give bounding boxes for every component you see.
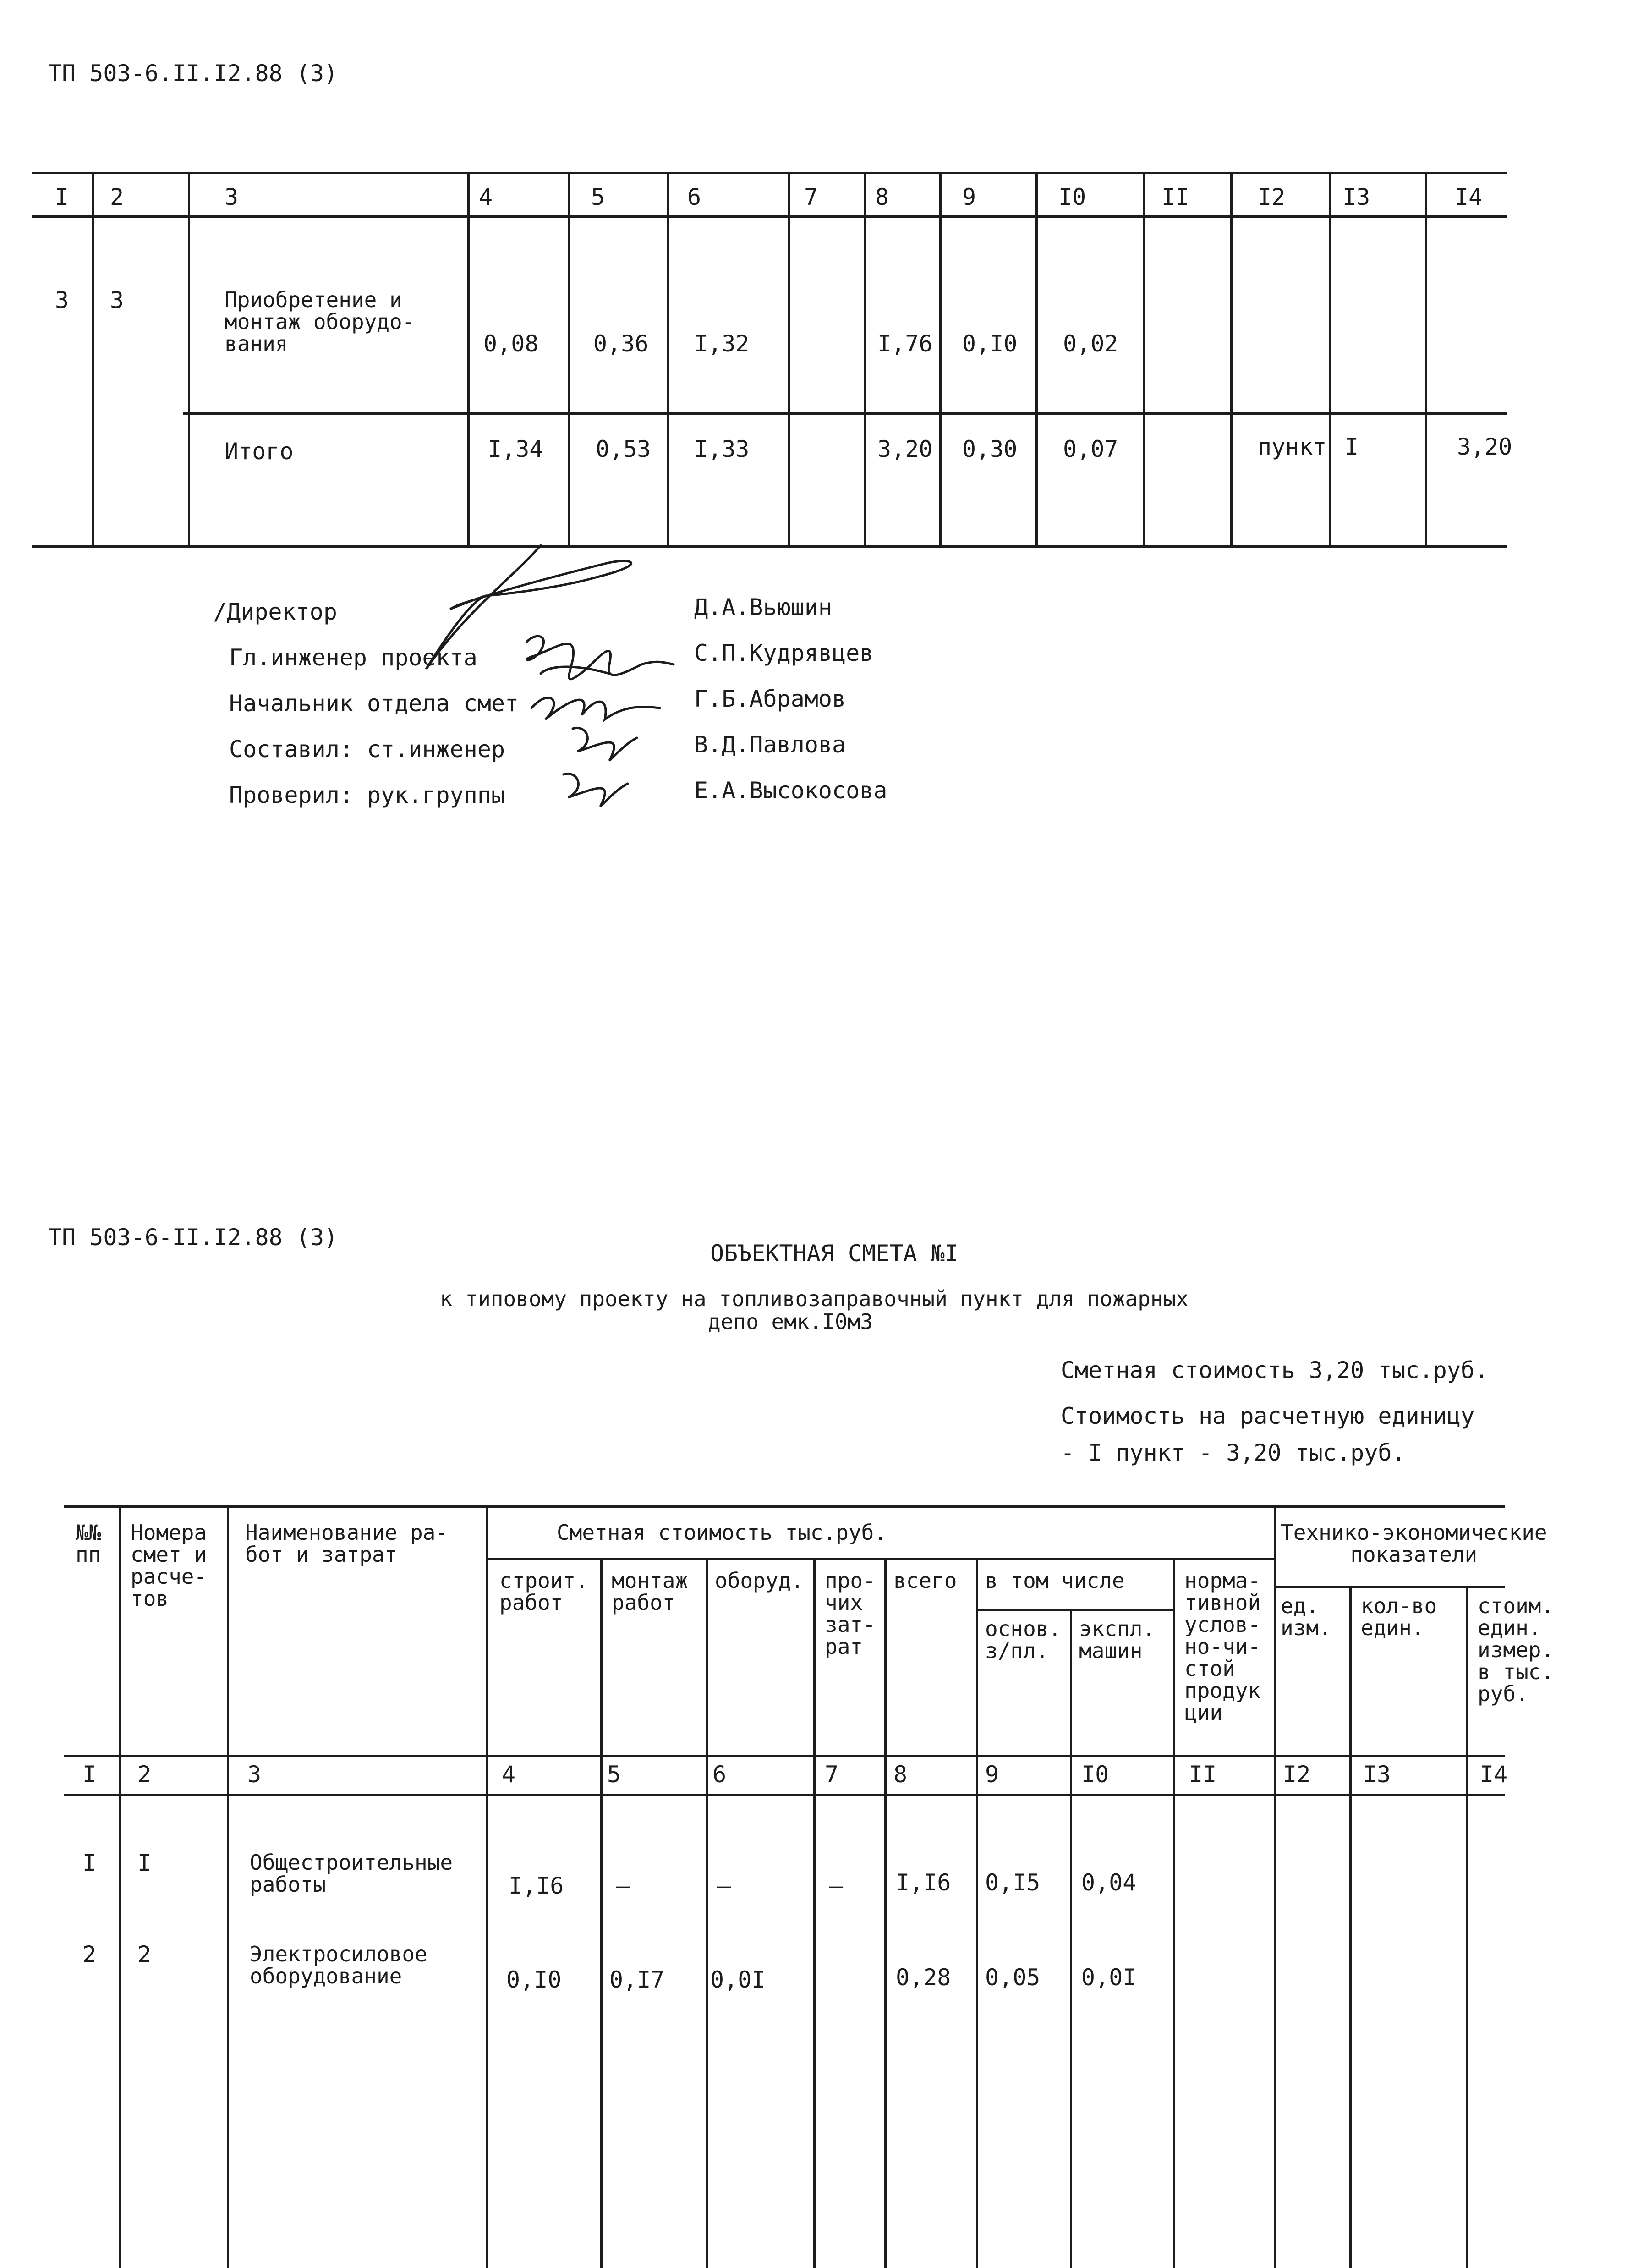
col-num-11: II [1189,1761,1217,1788]
cell-total: I,76 [877,330,933,357]
cell-construction: I,34 [488,436,543,462]
cell-machine-ops: 0,04 [1081,1869,1137,1896]
col-num-5: 5 [607,1761,621,1788]
cost-per-unit-value: - I пункт - 3,20 тыс.руб. [1061,1439,1406,1466]
col-num-3: 3 [247,1761,262,1788]
signature-role: /Директор [213,599,337,625]
col-num-14: I4 [1480,1761,1508,1788]
cell-unit: пункт [1258,434,1327,460]
cell-unit-cost: 3,20 [1457,434,1512,460]
header-num: №№ пп [76,1520,101,1567]
document-title: ОБЪЕКТНАЯ СМЕТА №I [710,1240,959,1267]
handwritten-signatures [0,0,1638,871]
col-num-9: 9 [985,1761,999,1788]
signature-name: Г.Б.Абрамов [694,686,846,712]
signature-name: Д.А.Вьюшин [694,594,833,621]
cell-total-label: Итого [225,438,294,465]
header-quantity: кол-во един. [1361,1593,1437,1640]
col-num-7: 7 [804,184,818,210]
col-num-2: 2 [110,184,124,210]
col-num-4: 4 [502,1761,516,1788]
col-num-7: 7 [825,1761,839,1788]
cell-num: 2 [82,1941,97,1968]
cell-equipment: 0,0I [710,1966,766,1993]
cell-work-name: Электросиловое оборудование [250,1942,427,1988]
cell-num: I [82,1850,97,1876]
cell-work-name: Общестроительные работы [250,1850,453,1897]
col-num-10: I0 [1081,1761,1109,1788]
cell-basic-wages: 0,30 [962,436,1018,462]
cell-other: – [829,1873,844,1899]
col-num-3: 3 [225,184,239,210]
col-num-12: I2 [1258,184,1286,210]
cell-construction: 0,I0 [506,1966,562,1993]
estimated-cost-total: Сметная стоимость 3,20 тыс.руб. [1061,1357,1489,1384]
doc-code: ТП 503-6-II.I2.88 (3) [48,1224,338,1251]
col-num-13: I3 [1363,1761,1391,1788]
cell-work-name: Приобретение и монтаж оборудо- вания [225,287,415,356]
col-num-9: 9 [962,184,976,210]
cell-basic-wages: 0,I0 [962,330,1018,357]
cell-construction: 0,08 [483,330,539,357]
cell-equipment: I,33 [694,436,750,462]
header-equipment: оборуд. [715,1568,804,1593]
cell-machine-ops: 0,02 [1063,330,1118,357]
doc-code-top: ТП 503-6.II.I2.88 (3) [48,60,338,87]
header-estimated-cost: Сметная стоимость тыс.руб. [557,1520,887,1545]
document-subtitle: к типовому проекту на топливозаправочный пункт для пожарных [440,1286,1189,1311]
header-work-name: Наименование ра- бот и затрат [245,1520,449,1567]
cell-calc-num: 2 [137,1941,152,1968]
col-num-6: 6 [712,1761,727,1788]
header-including: в том числе [985,1568,1125,1593]
signature-name: С.П.Кудрявцев [694,640,874,666]
cell-quantity: I [1345,434,1359,460]
cell-installation: 0,I7 [609,1966,665,1993]
header-installation: монтаж работ [612,1568,688,1615]
col-num-1: I [82,1761,97,1788]
col-num-5: 5 [591,184,605,210]
signature-name: Е.А.Высокосова [694,777,887,804]
cell-machine-ops: 0,0I [1081,1964,1137,1991]
col-num-2: 2 [137,1761,152,1788]
col-num-1: I [55,184,69,210]
signature-role: Гл.инженер проекта [229,644,477,671]
cost-per-unit-label: Стоимость на расчетную единицу [1061,1403,1475,1429]
cell-installation: – [616,1873,630,1899]
cell-installation: 0,53 [596,436,651,462]
col-num-11: II [1161,184,1189,210]
cell-total: 3,20 [877,436,933,462]
col-num-4: 4 [479,184,493,210]
signature-name: В.Д.Павлова [694,731,846,758]
header-basic-wages: основ. з/пл. [985,1616,1062,1663]
header-machine-ops: экспл. машин [1079,1616,1156,1663]
document-subtitle: депо емк.I0м3 [708,1309,873,1334]
header-tech-econ: Технико-экономические показатели [1281,1520,1547,1567]
cell-calc-num: I [137,1850,152,1876]
cell-construction: I,I6 [509,1873,564,1899]
cell-total: I,I6 [896,1869,951,1896]
cell-equipment: – [717,1873,731,1899]
header-calc-numbers: Номера смет и расче- тов [131,1520,207,1611]
cell-calc-num: 3 [110,287,124,313]
header-normative: норма- тивной услов- но-чи- стой продук ции [1184,1568,1261,1725]
col-num-14: I4 [1455,184,1483,210]
header-other-costs: про- чих зат- рат [825,1568,876,1659]
cell-machine-ops: 0,07 [1063,436,1118,462]
col-num-6: 6 [687,184,701,210]
signature-role: Составил: ст.инженер [229,736,505,763]
signature-role: Проверил: рук.группы [229,782,505,808]
header-unit: ед. изм. [1281,1593,1331,1640]
cell-basic-wages: 0,I5 [985,1869,1041,1896]
col-num-8: 8 [875,184,889,210]
header-construction: строит. работ [499,1568,588,1615]
header-total: всего [893,1568,957,1593]
signature-role: Начальник отдела смет [229,690,519,717]
cell-installation: 0,36 [593,330,649,357]
cell-num: 3 [55,287,69,313]
cell-total: 0,28 [896,1964,951,1991]
cell-equipment: I,32 [694,330,750,357]
cell-basic-wages: 0,05 [985,1964,1041,1991]
col-num-10: I0 [1058,184,1086,210]
col-num-13: I3 [1342,184,1370,210]
col-num-8: 8 [893,1761,908,1788]
col-num-12: I2 [1283,1761,1311,1788]
header-unit-cost: стоим. един. измер. в тыс. руб. [1478,1593,1554,1706]
